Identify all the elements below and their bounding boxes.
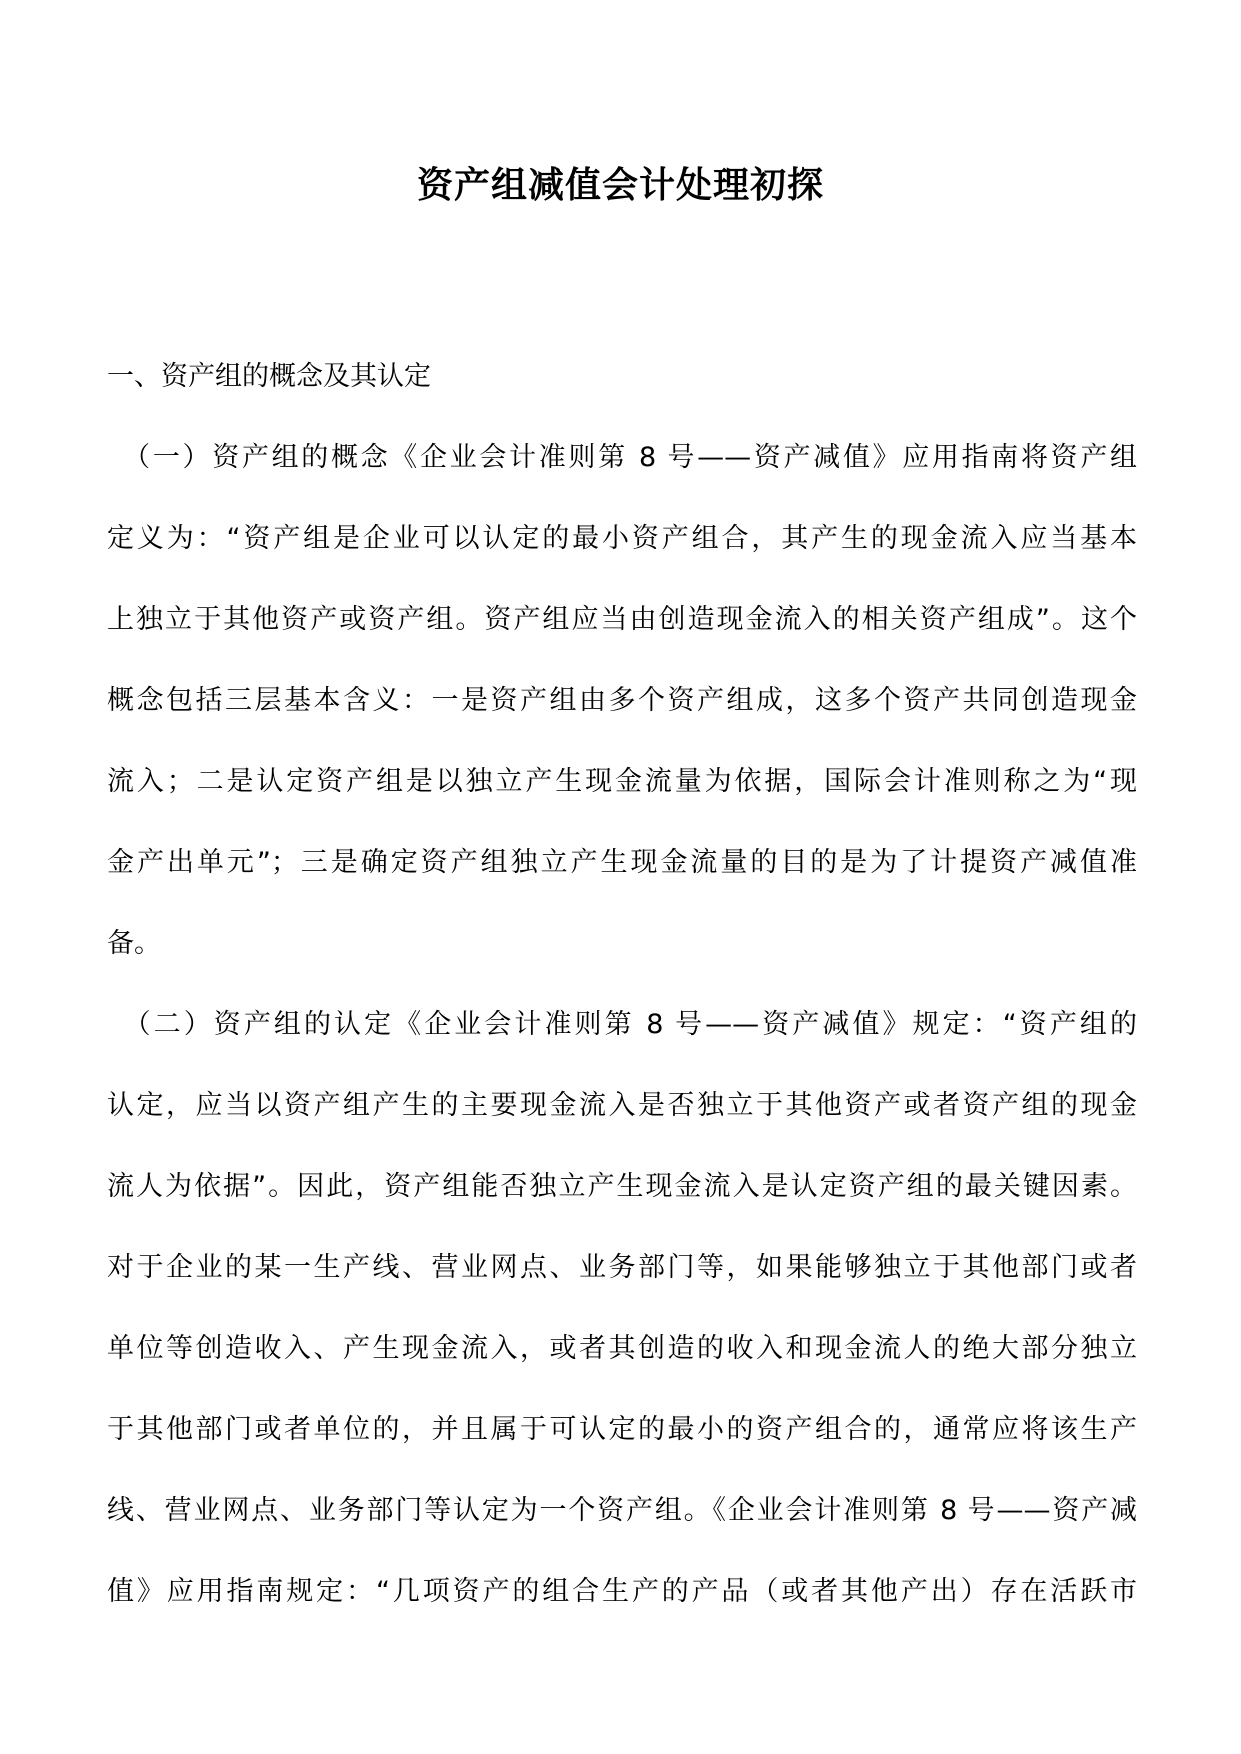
paragraph-asset-group-concept	[107, 417, 1137, 984]
text-line: 备。	[107, 928, 161, 959]
text-line: 概念包括三层基本含义：一是资产组由多个资产组成，这多个资产共同创造现金	[107, 685, 1137, 716]
text-line: 于其他部门或者单位的，并且属于可认定的最小的资产组合的，通常应将该生产	[107, 1414, 1137, 1445]
text-line: （二）资产组的认定《企业会计准则第 8 号——资产减值》规定：“资产组的	[107, 1009, 1137, 1040]
text-line: 定义为：“资产组是企业可以认定的最小资产组合，其产生的现金流入应当基本	[107, 523, 1137, 554]
text-line: 上独立于其他资产或资产组。资产组应当由创造现金流入的相关资产组成”。这个	[107, 604, 1137, 635]
text-line: 认定，应当以资产组产生的主要现金流入是否独立于其他资产或者资产组的现金	[107, 1090, 1137, 1121]
text-line: 值》应用指南规定：“几项资产的组合生产的产品（或者其他产出）存在活跃市	[107, 1576, 1137, 1607]
text-line: （一）资产组的概念《企业会计准则第 8 号——资产减值》应用指南将资产组	[107, 442, 1137, 473]
document-title: 资产组减值会计处理初探	[416, 164, 824, 206]
text-line: 对于企业的某一生产线、营业网点、业务部门等，如果能够独立于其他部门或者	[107, 1252, 1137, 1283]
document-body	[107, 336, 1137, 1632]
text-line: 单位等创造收入、产生现金流入，或者其创造的收入和现金流人的绝大部分独立	[107, 1333, 1137, 1364]
paragraph-asset-group-identification	[107, 984, 1137, 1632]
text-line: 金产出单元”；三是确定资产组独立产生现金流量的目的是为了计提资产减值准	[107, 847, 1137, 878]
text-line: 流入；二是认定资产组是以独立产生现金流量为依据，国际会计准则称之为“现	[107, 766, 1137, 797]
text-line: 流人为依据”。因此，资产组能否独立产生现金流入是认定资产组的最关键因素。	[107, 1171, 1137, 1202]
section-heading: 一、资产组的概念及其认定	[107, 361, 431, 392]
text-line: 线、营业网点、业务部门等认定为一个资产组。《企业会计准则第 8 号——资产减	[107, 1495, 1137, 1526]
